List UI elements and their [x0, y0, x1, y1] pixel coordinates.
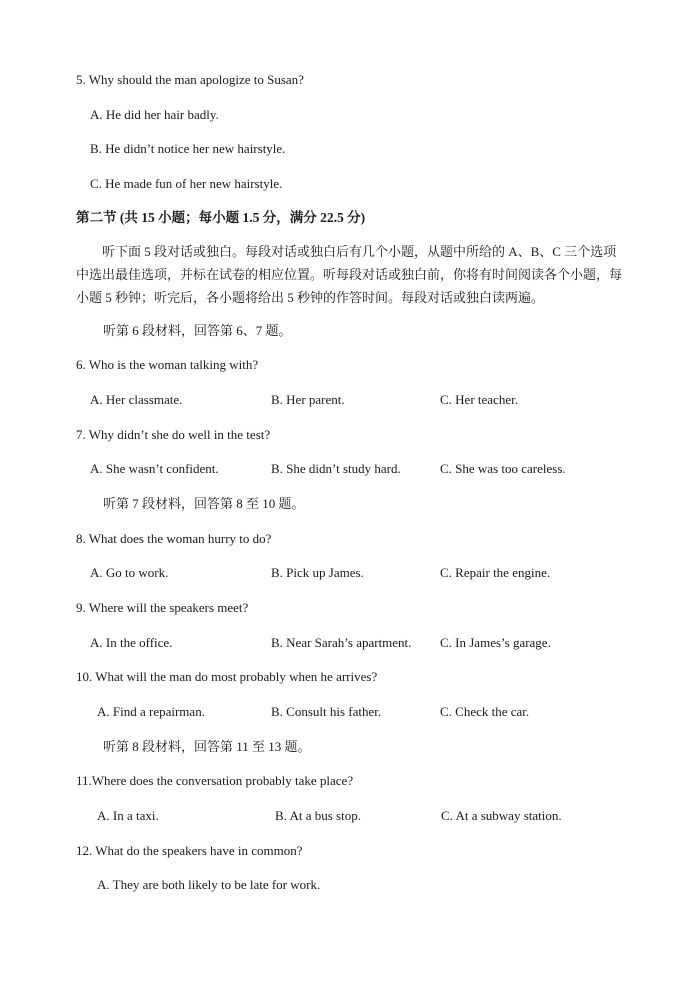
q9-option-c: C. In James’s garage.	[440, 635, 551, 650]
q5-option-a: A. He did her hair badly.	[90, 107, 219, 122]
q10-option-c: C. Check the car.	[440, 704, 530, 719]
q10-options	[0, 703, 695, 721]
q11-option-c: C. At a subway station.	[441, 808, 562, 823]
q11-option-b: B. At a bus stop.	[275, 808, 361, 823]
question-7: 7. Why didn’t she do well in the test?	[76, 427, 271, 442]
q6-options	[0, 391, 695, 409]
question-12: 12. What do the speakers have in common?	[76, 843, 303, 858]
q8-option-b: B. Pick up James.	[271, 565, 364, 580]
q8-option-a: A. Go to work.	[90, 565, 169, 580]
q8-options	[0, 564, 695, 582]
question-8: 8. What does the woman hurry to do?	[76, 531, 272, 546]
q11-options	[0, 807, 695, 825]
q5-option-c: C. He made fun of her new hairstyle.	[90, 176, 283, 191]
q6-option-b: B. Her parent.	[271, 392, 345, 407]
question-6: 6. Who is the woman talking with?	[76, 357, 259, 372]
q12-option-a: A. They are both likely to be late for work.	[97, 877, 321, 892]
q9-option-b: B. Near Sarah’s apartment.	[271, 635, 412, 650]
question-11: 11.Where does the conversation probably take place?	[76, 773, 354, 788]
q10-option-b: B. Consult his father.	[271, 704, 382, 719]
q7-option-b: B. She didn’t study hard.	[271, 461, 401, 476]
q9-options	[0, 634, 695, 652]
material-7-note: 听第 7 段材料，回答第 8 至 10 题。	[103, 496, 305, 511]
q6-option-c: C. Her teacher.	[440, 392, 518, 407]
question-10: 10. What will the man do most probably when he arrives?	[76, 669, 378, 684]
question-9: 9. Where will the speakers meet?	[76, 600, 249, 615]
q6-option-a: A. Her classmate.	[90, 392, 183, 407]
material-8-note: 听第 8 段材料，回答第 11 至 13 题。	[103, 739, 311, 754]
material-6-note: 听第 6 段材料，回答第 6、7 题。	[103, 323, 292, 338]
q5-option-b: B. He didn’t notice her new hairstyle.	[90, 141, 286, 156]
q9-option-a: A. In the office.	[90, 635, 173, 650]
q10-option-a: A. Find a repairman.	[97, 704, 205, 719]
q7-options	[0, 460, 695, 478]
q8-option-c: C. Repair the engine.	[440, 565, 551, 580]
section-instructions: 听下面 5 段对话或独白。每段对话或独白后有几个小题，从题中所给的 A、B、C 三个选项中选出最佳选项，并标在试卷的相应位置。听每段对话或独白前，你将有时间阅读各个小题，每小题 5 秒钟；听完后，各小题将给出 5 秒钟的作答时间。每段对话或独白读两遍。	[76, 244, 623, 305]
q7-option-a: A. She wasn’t confident.	[90, 461, 219, 476]
section-heading: 第二节 (共 15 小题；每小题 1.5 分，满分 22.5 分)	[76, 210, 366, 225]
q11-option-a: A. In a taxi.	[97, 808, 159, 823]
question-5: 5. Why should the man apologize to Susan?	[76, 72, 304, 87]
q7-option-c: C. She was too careless.	[440, 461, 566, 476]
